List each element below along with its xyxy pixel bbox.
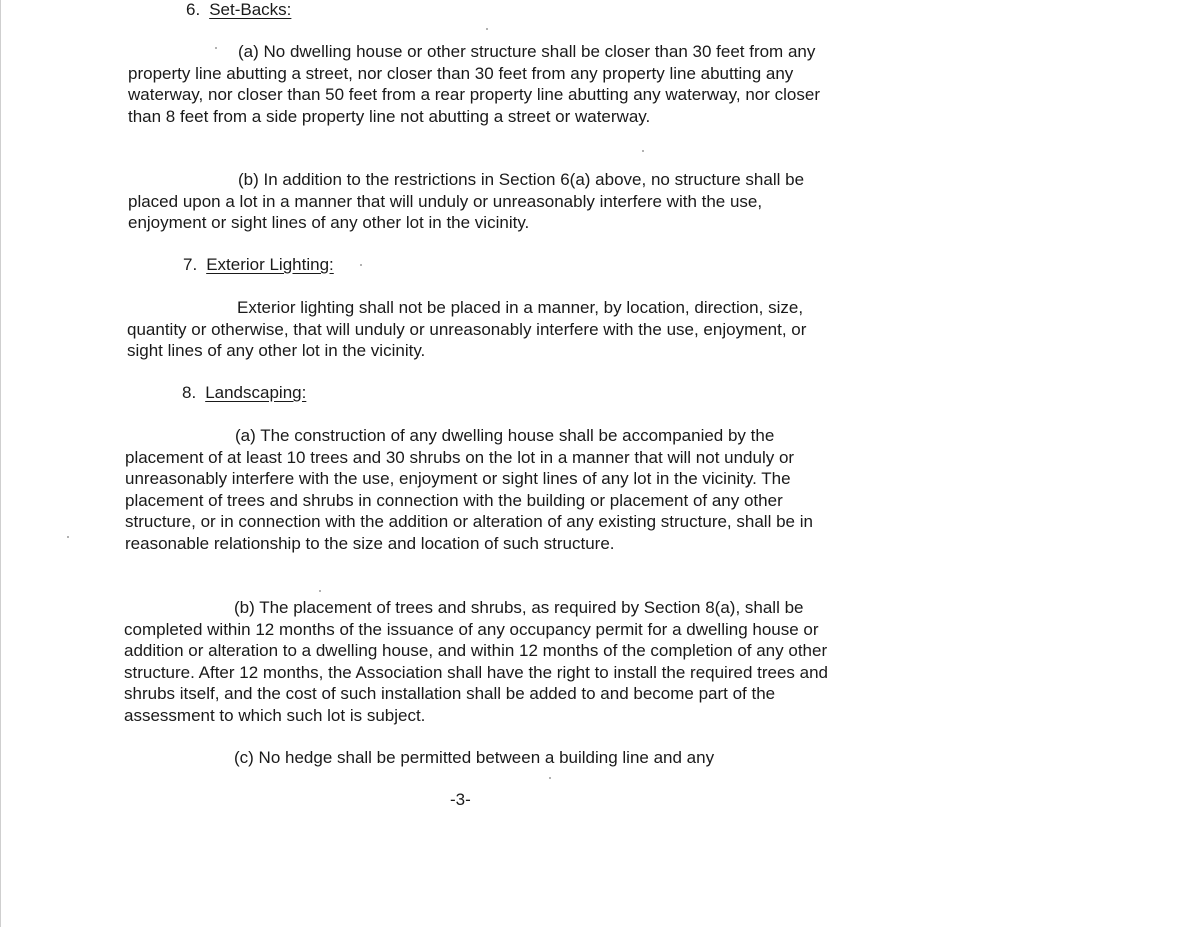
- scan-speck: [215, 47, 217, 49]
- scan-speck: [486, 28, 488, 30]
- scan-speck: [360, 264, 362, 266]
- section-7-number: 7.: [183, 255, 198, 274]
- scan-speck: [549, 777, 551, 779]
- section-8b-paragraph: (b) The placement of trees and shrubs, as required by Section 8(a), shall be completed within 12 months of the issuance of any occupancy permit for a dwelling house or addition or alteration to a dwelling house, and within 12 months of the completion of any other structure. After 12 months, the Association shall have the right to install the required trees and shrubs itself, and the cost of such installation shall be added to and become part of the assessment to which such lot is subject.: [124, 598, 829, 725]
- section-7-title: Exterior Lighting:: [206, 255, 334, 274]
- page-number: -3-: [450, 790, 471, 809]
- scan-speck: [642, 150, 644, 152]
- section-8-number: 8.: [182, 383, 197, 402]
- page-left-edge: [0, 0, 1, 927]
- section-6-title: Set-Backs:: [209, 0, 292, 19]
- section-8-title: Landscaping:: [205, 383, 307, 402]
- section-6a-paragraph: (a) No dwelling house or other structure shall be closer than 30 feet from any property line abutting a street, nor closer than 30 feet from any property line abutting any waterway, nor closer than 50 feet from a rear property line abutting any waterway, nor closer than 8 feet from a side property line not abutting a street or waterway.: [128, 42, 820, 126]
- section-6b-paragraph: (b) In addition to the restrictions in Section 6(a) above, no structure shall be placed upon a lot in a manner that will unduly or unreasonably interfere with the use, enjoyment or sight lines of any other lot in the vicinity.: [128, 170, 805, 232]
- section-8a-paragraph: (a) The construction of any dwelling house shall be accompanied by the placement of at least 10 trees and 30 shrubs on the lot in a manner that will not unduly or unreasonably interfere with the use, enjoyment or sight lines of any lot in the vicinity. The placement of trees and shrubs in connection with the building or placement of any other structure, or in connection with the addition or alteration of any existing structure, shall be in reasonable relationship to the size and location of such structure.: [125, 426, 813, 553]
- section-7-heading: [183, 255, 334, 275]
- section-8c-paragraph: (c) No hedge shall be permitted between a building line and any: [234, 748, 715, 767]
- section-7-paragraph: Exterior lighting shall not be placed in a manner, by location, direction, size, quantity or otherwise, that will unduly or unreasonably interfere with the use, enjoyment, or sight lines of any other lot in the vicinity.: [127, 298, 807, 360]
- scan-speck: [319, 590, 321, 592]
- section-6-number: 6.: [186, 0, 201, 19]
- section-8-heading: [182, 383, 306, 403]
- section-6-heading: [186, 0, 291, 20]
- scan-speck: [67, 536, 69, 538]
